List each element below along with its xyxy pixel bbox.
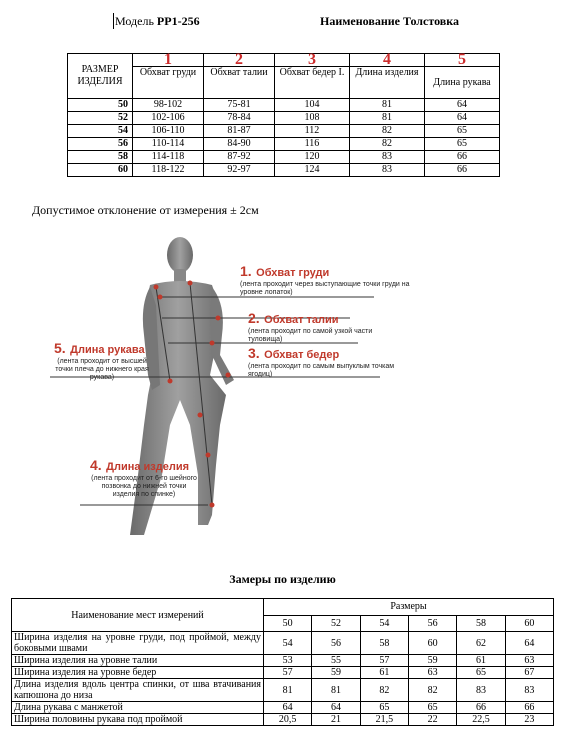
- cell: 66: [505, 702, 553, 714]
- annotation-number: 5.: [54, 340, 66, 356]
- cell: 53: [264, 655, 312, 667]
- cell: 67: [505, 667, 553, 679]
- table-row: [68, 138, 500, 151]
- cell: 104: [275, 99, 350, 112]
- annotation-hips: [248, 345, 398, 379]
- cell: 57: [360, 655, 408, 667]
- annotation-title: Обхват талии: [264, 314, 339, 326]
- row-label: Длина изделия вдоль центра спинки, от шва втачивания капюшона до низа: [12, 679, 264, 702]
- cell: 81: [264, 679, 312, 702]
- annotation-desc: (лента проходит через выступающие точки груди на уровне лопаток): [240, 281, 410, 296]
- measure-head-label: Наименование мест измерений: [12, 599, 264, 632]
- size-col: 58: [457, 615, 505, 632]
- size-col: 56: [408, 615, 456, 632]
- cell: 64: [425, 112, 500, 125]
- annotation-number: 2.: [248, 310, 260, 326]
- annotation-number: 4.: [90, 457, 102, 473]
- col-label: Длина изделия: [350, 67, 425, 99]
- row-size: 58: [68, 151, 133, 164]
- cell: 22: [408, 714, 456, 726]
- annotation-number: 1.: [240, 263, 252, 279]
- cell: 55: [312, 655, 360, 667]
- size-col: 60: [505, 615, 553, 632]
- table-row: [12, 679, 554, 702]
- annotation-chest: [240, 263, 410, 297]
- col-num: 5: [425, 54, 500, 67]
- cell: 114-118: [133, 151, 204, 164]
- row-size: 56: [68, 138, 133, 151]
- table-row: [68, 125, 500, 138]
- cell: 102-106: [133, 112, 204, 125]
- corner-label-1: РАЗМЕР: [81, 64, 119, 75]
- measure-section-title: Замеры по изделию: [229, 572, 336, 586]
- cell: 59: [408, 655, 456, 667]
- annotation-waist: [248, 310, 378, 344]
- table-row: [12, 702, 554, 714]
- cell: 63: [505, 655, 553, 667]
- col-label: Обхват талии: [204, 67, 275, 99]
- cell: 59: [312, 667, 360, 679]
- annotation-sleeve: [54, 340, 150, 382]
- col-label: Обхват бедер I.: [275, 67, 350, 99]
- cell: 82: [350, 125, 425, 138]
- size-corner-cell: [68, 54, 133, 99]
- row-size: 60: [68, 164, 133, 177]
- cell: 65: [425, 138, 500, 151]
- product-name-header: [320, 14, 459, 29]
- cell: 84-90: [204, 138, 275, 151]
- table-row: [68, 164, 500, 177]
- row-label: Длина рукава с манжетой: [12, 702, 264, 714]
- col-num: 1: [133, 54, 204, 67]
- text-cursor: [113, 13, 114, 29]
- cell: 120: [275, 151, 350, 164]
- cell: 56: [312, 632, 360, 655]
- cell: 66: [425, 151, 500, 164]
- cell: 21,5: [360, 714, 408, 726]
- measure-table: [11, 598, 554, 726]
- cell: 116: [275, 138, 350, 151]
- cell: 110-114: [133, 138, 204, 151]
- cell: 64: [312, 702, 360, 714]
- cell: 65: [360, 702, 408, 714]
- cell: 78-84: [204, 112, 275, 125]
- row-label: Ширина изделия на уровне талии: [12, 655, 264, 667]
- cell: 83: [350, 151, 425, 164]
- annotation-length: [90, 457, 198, 499]
- cell: 106-110: [133, 125, 204, 138]
- name-value: Толстовка: [403, 14, 460, 28]
- table-row: [12, 714, 554, 726]
- size-table: [67, 53, 500, 177]
- col-num: 3: [275, 54, 350, 67]
- cell: 82: [360, 679, 408, 702]
- table-row: [68, 151, 500, 164]
- annotation-desc: (лента проходит по самым выпуклым точкам ягодиц): [248, 363, 395, 378]
- row-size: 50: [68, 99, 133, 112]
- cell: 83: [457, 679, 505, 702]
- cell: 20,5: [264, 714, 312, 726]
- cell: 75-81: [204, 99, 275, 112]
- cell: 23: [505, 714, 553, 726]
- cell: 82: [408, 679, 456, 702]
- cell: 81-87: [204, 125, 275, 138]
- cell: 61: [360, 667, 408, 679]
- row-label: Ширина половины рукава под проймой: [12, 714, 264, 726]
- cell: 62: [457, 632, 505, 655]
- annotation-title: Обхват груди: [256, 267, 330, 279]
- size-col: 50: [264, 615, 312, 632]
- row-size: 52: [68, 112, 133, 125]
- model-label: Модель: [115, 14, 157, 28]
- cell: 81: [312, 679, 360, 702]
- annotation-desc: (лента проходит от 6-го шейного позвонка до нижней точки изделия по спинке): [91, 475, 197, 498]
- cell: 82: [350, 138, 425, 151]
- col-num: 2: [204, 54, 275, 67]
- table-row: [12, 632, 554, 655]
- size-col: 52: [312, 615, 360, 632]
- cell: 65: [425, 125, 500, 138]
- row-label: Ширина изделия на уровне бедер: [12, 667, 264, 679]
- row-size: 54: [68, 125, 133, 138]
- tolerance-note: Допустимое отклонение от измерения ± 2см: [32, 203, 259, 217]
- col-label: Обхват груди: [133, 67, 204, 99]
- corner-label-2: ИЗДЕЛИЯ: [77, 76, 123, 87]
- col-num: 4: [350, 54, 425, 67]
- cell: 22,5: [457, 714, 505, 726]
- cell: 92-97: [204, 164, 275, 177]
- cell: 64: [505, 632, 553, 655]
- cell: 108: [275, 112, 350, 125]
- table-row: [12, 667, 554, 679]
- cell: 83: [505, 679, 553, 702]
- annotation-number: 3.: [248, 345, 260, 361]
- model-header: [115, 14, 200, 29]
- annotation-desc: (лента проходит по самой узкой части туловища): [248, 328, 373, 343]
- cell: 118-122: [133, 164, 204, 177]
- model-value: РР1-256: [156, 14, 200, 28]
- cell: 87-92: [204, 151, 275, 164]
- cell: 63: [408, 667, 456, 679]
- measure-head-sizes: Размеры: [264, 599, 554, 616]
- size-table-header: [68, 54, 500, 67]
- annotation-title: Обхват бедер: [264, 349, 340, 361]
- table-row: [12, 655, 554, 667]
- cell: 57: [264, 667, 312, 679]
- table-row: [68, 99, 500, 112]
- col-label: Длина рукава: [425, 67, 500, 99]
- cell: 124: [275, 164, 350, 177]
- cell: 61: [457, 655, 505, 667]
- name-label: Наименование: [320, 14, 403, 28]
- cell: 21: [312, 714, 360, 726]
- cell: 54: [264, 632, 312, 655]
- annotation-desc: (лента проходит от высшей точки плеча до нижнего края рукава): [55, 358, 149, 381]
- cell: 66: [457, 702, 505, 714]
- cell: 58: [360, 632, 408, 655]
- annotation-title: Длина рукава: [70, 344, 145, 356]
- cell: 65: [457, 667, 505, 679]
- cell: 60: [408, 632, 456, 655]
- cell: 64: [425, 99, 500, 112]
- cell: 98-102: [133, 99, 204, 112]
- cell: 83: [350, 164, 425, 177]
- cell: 81: [350, 99, 425, 112]
- table-row: [68, 112, 500, 125]
- cell: 64: [264, 702, 312, 714]
- cell: 66: [425, 164, 500, 177]
- cell: 112: [275, 125, 350, 138]
- measurement-figure: [40, 225, 560, 555]
- annotation-title: Длина изделия: [106, 461, 190, 473]
- size-col: 54: [360, 615, 408, 632]
- cell: 65: [408, 702, 456, 714]
- cell: 81: [350, 112, 425, 125]
- row-label: Ширина изделия на уровне груди, под проймой, между боковыми швами: [12, 632, 264, 655]
